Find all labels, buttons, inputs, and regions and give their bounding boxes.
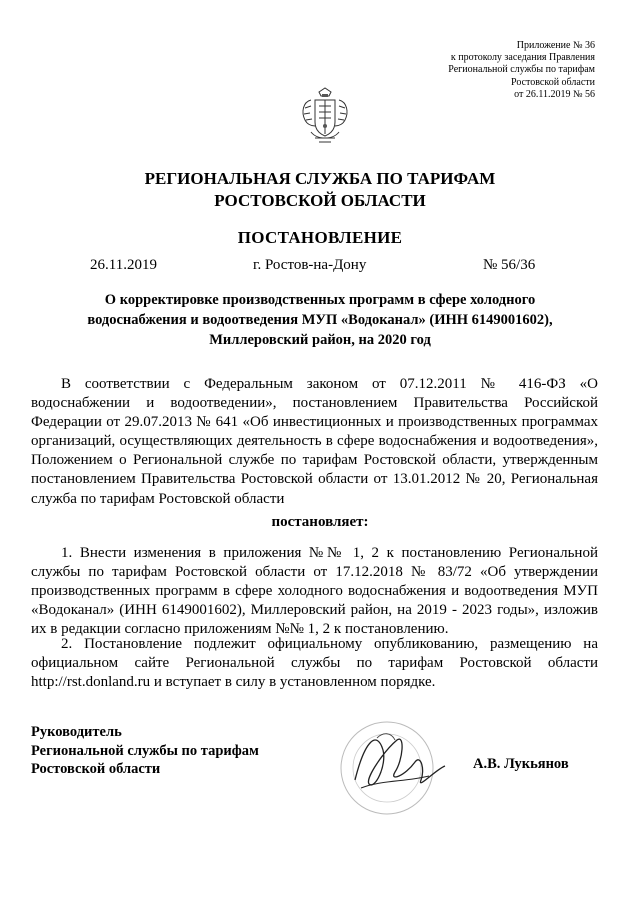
subject-line: Миллеровский район, на 2020 год (209, 332, 431, 348)
appendix-note (335, 40, 595, 101)
organization-name-line: РЕГИОНАЛЬНАЯ СЛУЖБА ПО ТАРИФАМ (144, 169, 496, 188)
signer-title (31, 723, 259, 779)
subject-line: О корректировке производственных программ в сфере холодного (104, 292, 536, 308)
appendix-line: Ростовской области (511, 76, 595, 88)
document-city: г. Ростов-на-Дону (253, 257, 367, 273)
signer-title-line: Руководитель (31, 724, 122, 740)
decree-word: постановляет: (271, 514, 369, 530)
appendix-line: Региональной службы по тарифам (448, 64, 595, 76)
document-number: № 56/36 (483, 257, 536, 273)
organization-name-line: РОСТОВСКОЙ ОБЛАСТИ (214, 191, 426, 210)
appendix-line: от 26.11.2019 № 56 (514, 88, 595, 100)
coat-of-arms-icon (297, 86, 353, 146)
appendix-line: к протоколу заседания Правления (450, 52, 595, 64)
organization-name (0, 168, 640, 212)
clause-1: 1. Внести изменения в приложения №№ 1, 2 к постановлению Региональной службы по тарифам Ростовской области от 17.12.2018 № 83/72 «Об утверждении производственных программ в сфере холодного водоснабжения и водоотведения МУП «Водоканал» (ИНН 6149001602), Миллеровский район, на 2019 - 2023 годы», изложив их в редакции согласно приложениям №№ 1, 2 к постановлению. (31, 545, 598, 638)
appendix-line: Приложение № 36 (516, 40, 595, 51)
document-type: ПОСТАНОВЛЕНИЕ (237, 228, 403, 247)
signer-title-line: Региональной службы по тарифам (31, 742, 259, 759)
subject-line: водоснабжения и водоотведения МУП «Водоканал» (ИНН 6149001602), (87, 312, 553, 328)
signer-title-line: Ростовской области (31, 761, 161, 777)
preamble-paragraph: В соответствии с Федеральным законом от 07.12.2011 № 416-ФЗ «О водоснабжении и водоотведении», постановлением Правительства Российской Федерации от 29.07.2013 № 641 «Об инвестиционных и производственных программах организаций, осуществляющих деятельность в сфере водоснабжения и водоотведения», Положением о Региональной службе по тарифам Ростовской области, утвержденным постановлением Правительства Ростовской области от 13.01.2012 № 20, Региональная служба по тарифам Ростовской области (31, 376, 598, 507)
signer-name: А.В. Лукьянов (473, 756, 569, 772)
document-subject (60, 290, 580, 350)
signature-seal-icon (325, 710, 465, 820)
document-date: 26.11.2019 (90, 257, 157, 273)
clause-2: 2. Постановление подлежит официальному опубликованию, размещению на официальном сайте Региональной службы по тарифам Ростовской области http://rst.donland.ru и вступает в силу в установленном порядке. (31, 636, 598, 691)
